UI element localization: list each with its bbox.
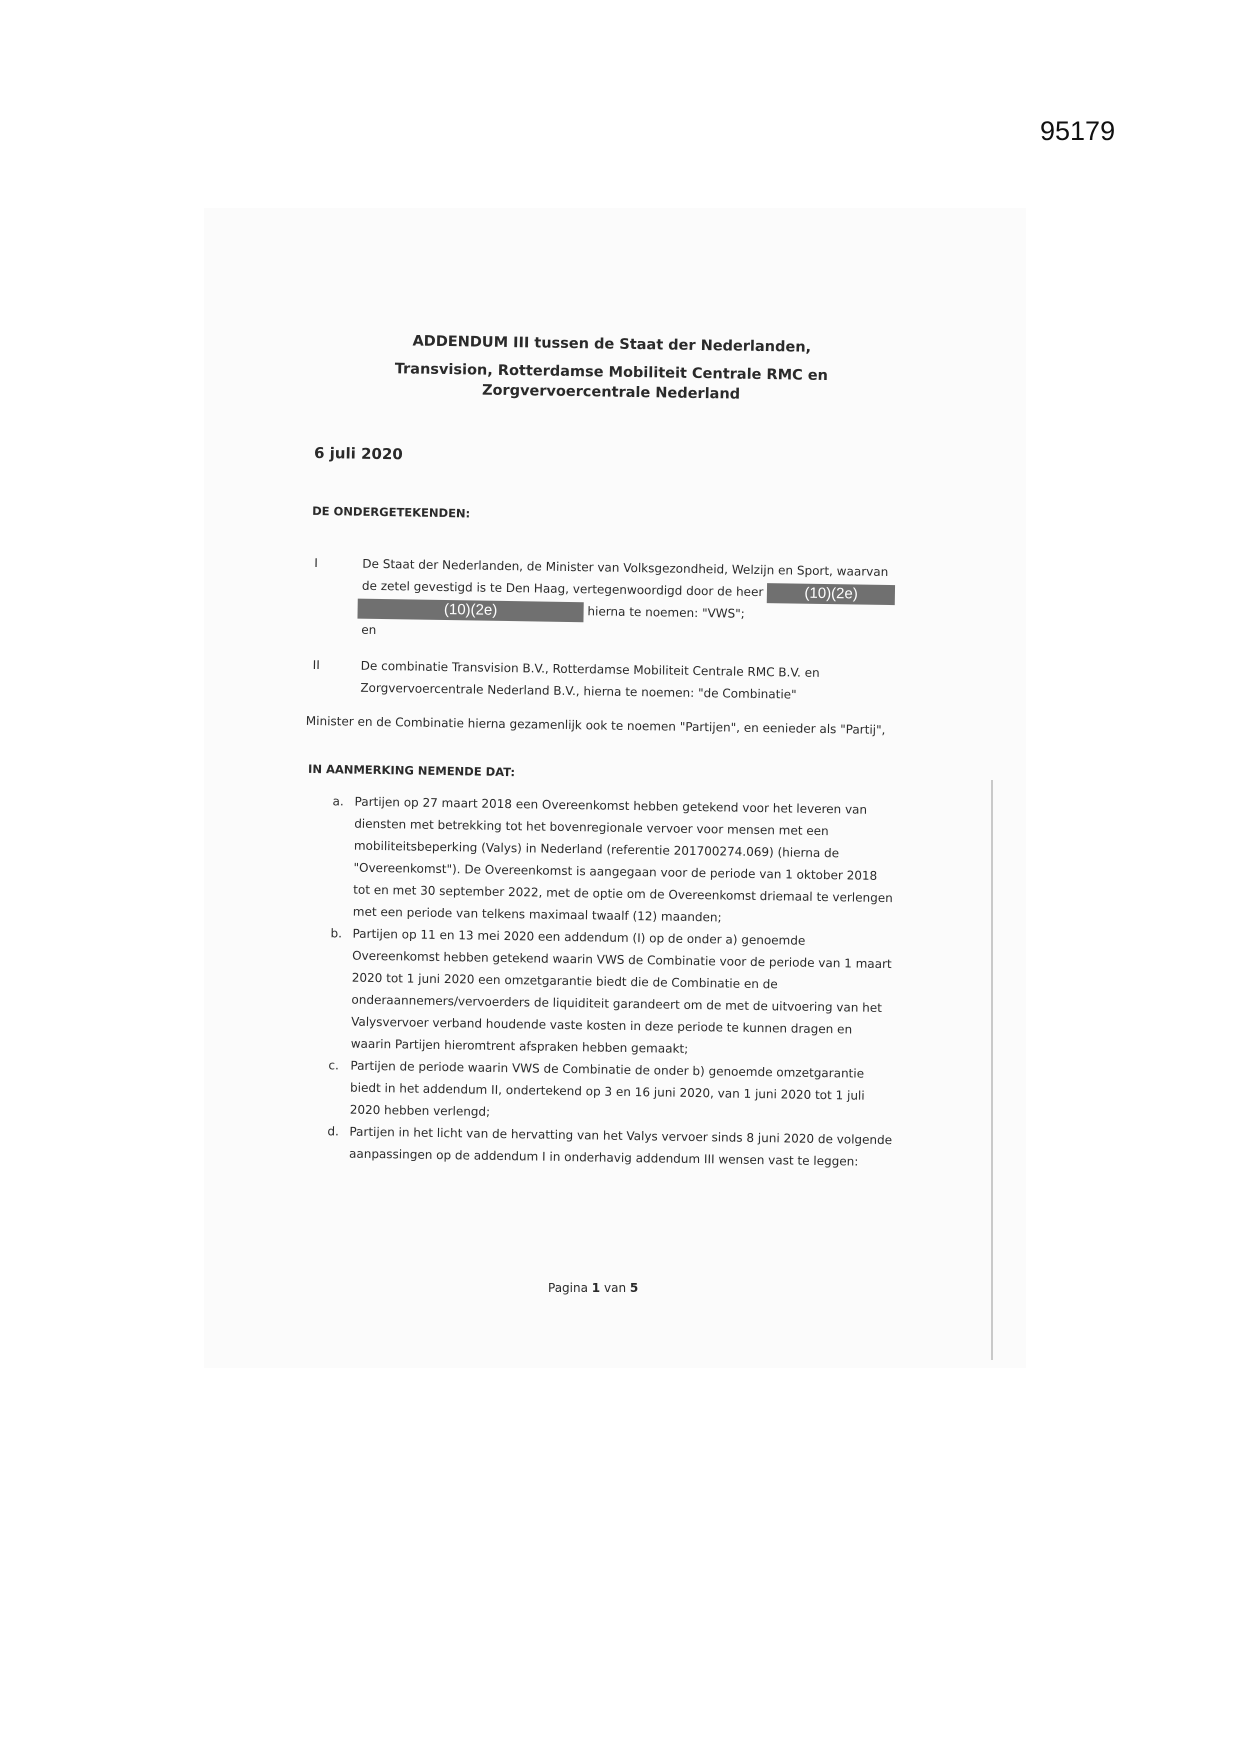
recital-marker: b. xyxy=(330,926,343,941)
page-total: 5 xyxy=(629,1281,639,1295)
title-line-3: Zorgvervoercentrale Nederland xyxy=(481,382,741,403)
recital-item xyxy=(306,1054,895,1129)
party-1-marker: I xyxy=(314,555,318,571)
recital-text: Partijen op 27 maart 2018 een Overeenkomst hebben getekend voor het leveren van diensten met betrekking tot het bovenregionale vervoer voor mensen met een mobiliteitsbeperking (Valys) in Nederland (referentie 201700274.069) (hierna de "Overeenkomst"). De Overeenkomst is aangegaan voor de periode van 1 oktober 2018 tot en met 30 september 2022, met de optie om de Overeenkomst driemaal te verlengen met een periode van telkens maximaal twaalf (12) maanden; xyxy=(352,794,893,925)
page-footer xyxy=(548,1281,638,1295)
recital-item xyxy=(307,922,897,1063)
recital-text: Partijen in het licht van de hervatting van het Valys vervoer sinds 8 juni 2020 de volgende aanpassingen op de addendum I in onderhavig addendum III wensen vast te leggen: xyxy=(348,1124,893,1169)
page-of: van xyxy=(603,1281,627,1295)
redaction-box: (10)(2e) xyxy=(767,583,895,605)
document-body xyxy=(305,330,906,1173)
considering-heading: IN AANMERKING NEMENDE DAT: xyxy=(307,761,516,780)
recital-item xyxy=(305,1120,894,1173)
document-title xyxy=(317,330,906,407)
title-line-2: Transvision, Rotterdamse Mobiliteit Centrale RMC en xyxy=(394,361,829,385)
party-1-text: De Staat der Nederlanden, de Minister van Volksgezondheid, Welzijn en Sport, waarvan de zetel gevestigd is te Den Haag, vertegenwoordigd door de heer xyxy=(361,556,889,600)
scan-edge-line xyxy=(991,780,993,1360)
document-date: 6 juli 2020 xyxy=(313,443,403,464)
party-1 xyxy=(313,552,902,649)
party-2 xyxy=(312,654,901,707)
party-1-alias: hierna te noemen: "VWS"; xyxy=(587,604,745,621)
recital-text: Partijen op 11 en 13 mei 2020 een addendum (I) op de onder a) genoemde Overeenkomst hebben getekend waarin VWS de Combinatie voor de periode van 1 maart 2020 tot 1 juni 2020 een omzetgarantie biedt die de Combinatie en de onderaannemers/vervoerders de liquiditeit garandeert om de met de uitvoering van het Valysvervoer verband houdende vaste kosten in deze periode te kunnen dragen en waarin Partijen hieromtrent afspraken hebben gemaakt; xyxy=(350,926,892,1056)
recital-marker: c. xyxy=(328,1058,339,1073)
parties-definition: Minister en de Combinatie hierna gezamenlijk ook te noemen "Partijen", en eenieder als "Partij", xyxy=(305,713,886,737)
recital-item xyxy=(309,790,899,931)
recital-marker: d. xyxy=(327,1124,339,1139)
recitals-list xyxy=(305,790,899,1173)
recital-marker: a. xyxy=(332,794,344,809)
title-line-1: ADDENDUM III tussen de Staat der Nederlanden, xyxy=(412,333,812,356)
document-number: 95179 xyxy=(1040,116,1116,146)
redaction-box: (10)(2e) xyxy=(357,598,583,622)
page-current: 1 xyxy=(591,1281,601,1295)
undersigned-heading: DE ONDERGETEKENDEN: xyxy=(312,503,471,521)
party-connector: en xyxy=(361,622,377,637)
party-2-marker: II xyxy=(312,657,320,673)
recital-text: Partijen de periode waarin VWS de Combinatie de onder b) genoemde omzetgarantie biedt in het addendum II, ondertekend op 3 en 16 juni 2020, van 1 juni 2020 tot 1 juli 2020 hebben verlengd; xyxy=(349,1058,865,1119)
party-2-text: De combinatie Transvision B.V., Rotterdamse Mobiliteit Centrale RMC B.V. en Zorgvervoercentrale Nederland B.V., hierna te noemen: "de Combinatie" xyxy=(360,658,820,702)
page-label: Pagina xyxy=(548,1281,588,1295)
